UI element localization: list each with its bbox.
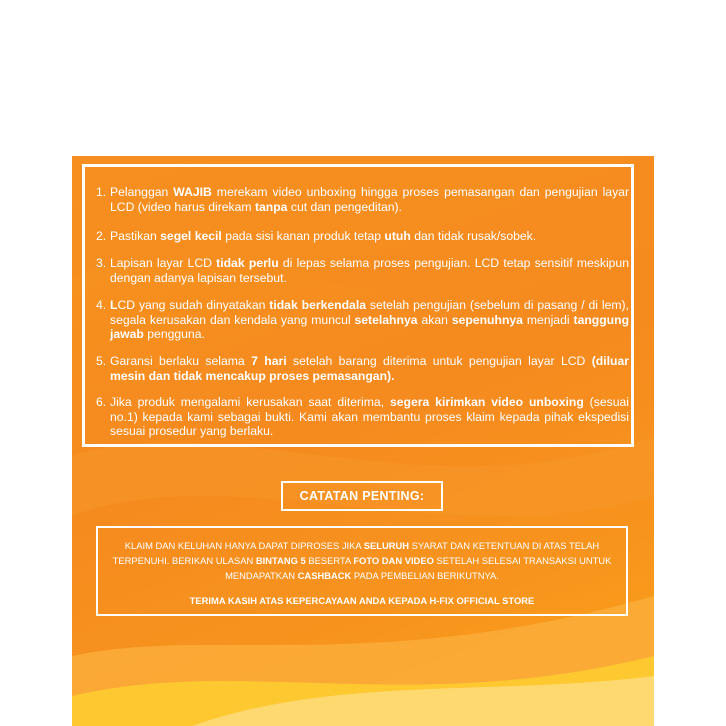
text-run: SYARAT DAN KETENTUAN DI ATAS TELAH TERPENUHI. BERIKAN ULASAN <box>112 540 600 566</box>
term-item <box>96 298 629 342</box>
bold-text: FOTO DAN VIDEO <box>353 555 434 566</box>
term-number: 4. <box>96 298 107 312</box>
bold-text: tanggung jawab <box>110 312 630 341</box>
text-run: dan tidak rusak/sobek. <box>410 229 537 243</box>
text-run: Pastikan <box>110 229 161 243</box>
bold-text: CASHBACK <box>297 570 352 581</box>
term-text <box>110 395 629 439</box>
text-run: BESERTA <box>305 555 354 566</box>
bold-text: L <box>110 298 118 312</box>
term-item <box>96 185 629 214</box>
text-run: SETELAH SELESAI TRANSAKSI UNTUK MENDAPATKAN <box>225 555 612 581</box>
text-run: setelah pengujian (sebelum di pasang / di lem), segala kerusakan dan kendala yang muncul <box>110 298 629 327</box>
term-item <box>96 395 629 439</box>
bold-text: segel kecil <box>160 229 222 243</box>
text-run: cut dan pengeditan). <box>287 199 402 214</box>
text-run: PADA PEMBELIAN BERIKUTNYA. <box>351 570 499 581</box>
bold-text: BINTANG 5 <box>255 555 306 566</box>
bold-text: sepenuhnya <box>451 312 523 327</box>
term-item <box>96 229 629 244</box>
note-text <box>98 538 626 583</box>
bold-text: setelahnya <box>354 312 418 327</box>
text-run: di lepas selama proses pengujian. LCD tetap sensitif meskipun dengan adanya lapisan tersebut. <box>110 256 629 285</box>
text-run: menjadi <box>522 312 574 327</box>
term-number: 5. <box>96 354 107 368</box>
term-text <box>110 185 629 214</box>
text-run: akan <box>417 312 452 327</box>
text-run: Garansi berlaku selama <box>110 354 252 368</box>
text-run: Lapisan layar LCD <box>110 256 217 270</box>
note-thanks: TERIMA KASIH ATAS KEPERCAYAAN ANDA KEPADA H-FIX OFFICIAL STORE <box>189 595 535 606</box>
bold-text: SELURUH <box>363 540 410 551</box>
text-run: CD yang sudah dinyatakan <box>117 298 270 312</box>
term-text <box>110 354 629 383</box>
text-run: (sesuai no.1) kepada kami sebagai bukti. Kami akan membantu proses klaim kepada pihak ekspedisi sesuai prosedur yang berlaku. <box>110 395 629 438</box>
term-number: 1. <box>96 185 107 199</box>
bold-text: (diluar mesin dan tidak mencakup proses pemasangan). <box>110 354 629 383</box>
orange-panel <box>72 156 654 726</box>
text-run: Pelanggan <box>110 185 174 199</box>
text-run: merekam video unboxing hingga proses pemasangan dan pengujian layar LCD (video harus direkam <box>110 185 629 214</box>
bold-text: WAJIB <box>173 185 212 199</box>
text-run: pada sisi kanan produk tetap <box>221 229 385 243</box>
important-note-title: CATATAN PENTING: <box>281 481 443 511</box>
important-note-box <box>96 526 628 616</box>
term-text <box>110 229 629 244</box>
term-number: 6. <box>96 395 107 409</box>
term-number: 2. <box>96 229 107 243</box>
term-text <box>110 298 629 342</box>
bold-text: tidak perlu <box>216 256 279 270</box>
terms-box <box>82 164 634 447</box>
text-run: KLAIM DAN KELUHAN HANYA DAPAT DIPROSES JIKA <box>124 540 364 551</box>
text-run: setelah barang diterima untuk pengujian layar LCD <box>286 354 592 368</box>
text-run: pengguna. <box>143 327 205 341</box>
bold-text: utuh <box>384 229 411 243</box>
bold-text: tidak berkendala <box>269 298 366 312</box>
text-run: Jika produk mengalami kerusakan saat diterima, <box>110 395 390 409</box>
bold-text: 7 hari <box>251 354 287 368</box>
term-item <box>96 256 629 285</box>
bold-text: segera kirimkan video unboxing <box>389 395 584 409</box>
term-item <box>96 354 629 383</box>
bold-text: tanpa <box>254 199 288 214</box>
term-text <box>110 256 629 285</box>
term-number: 3. <box>96 256 107 270</box>
